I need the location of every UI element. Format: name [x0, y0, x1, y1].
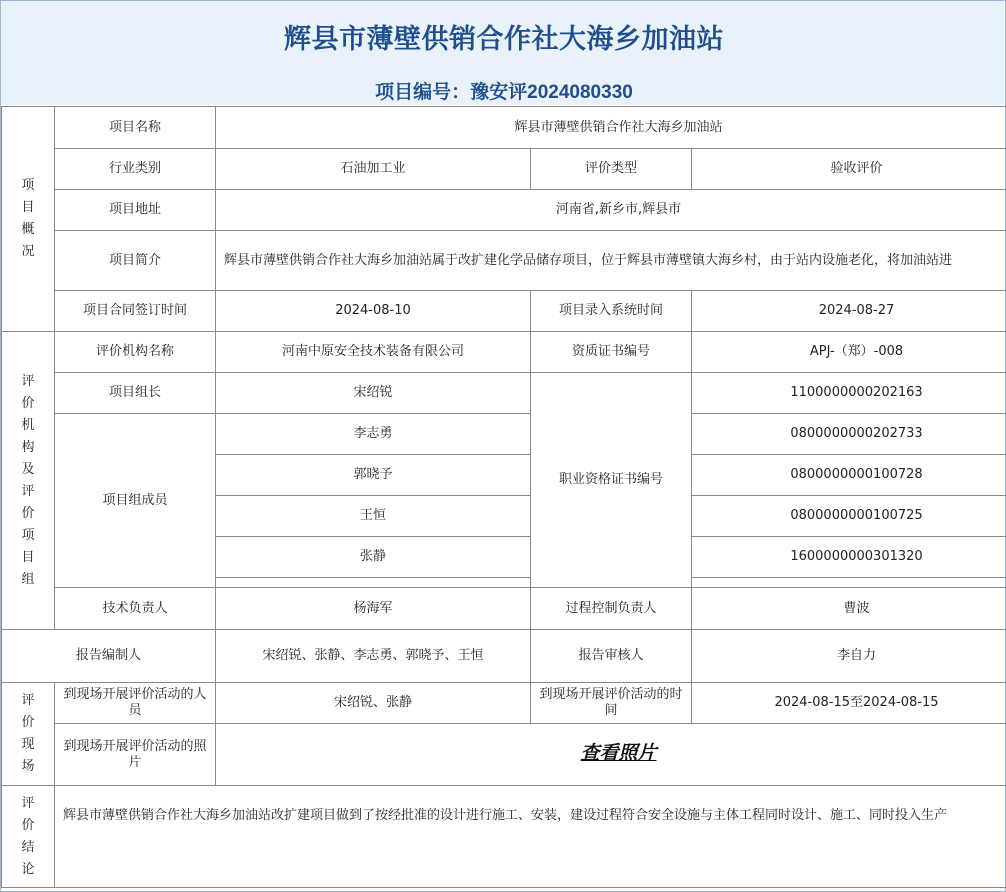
value-process: 曹波 — [692, 588, 1006, 630]
page-title: 辉县市薄壁供销合作社大海乡加油站 — [284, 24, 724, 54]
member-name: 李志勇 — [216, 414, 531, 455]
label-eval-type: 评价类型 — [531, 149, 692, 190]
value-org: 河南中原安全技术装备有限公司 — [216, 332, 531, 373]
label-tech: 技术负责人 — [55, 588, 216, 630]
label-cert: 资质证书编号 — [531, 332, 692, 373]
label-site-photos: 到现场开展评价活动的照片 — [55, 724, 216, 786]
page-header — [1, 1, 1004, 105]
value-site-people: 宋绍锐、张静 — [216, 683, 531, 724]
value-summary: 辉县市薄壁供销合作社大海乡加油站属于改扩建化学品储存项目，位于辉县市薄壁镇大海乡村，由于站内设施老化，将加油站进 — [216, 231, 1006, 291]
value-site-time: 2024-08-15至2024-08-15 — [692, 683, 1006, 724]
label-site-time: 到现场开展评价活动的时间 — [531, 683, 692, 724]
value-editors: 宋绍锐、张静、李志勇、郭晓予、王恒 — [216, 630, 531, 683]
value-project-name: 辉县市薄壁供销合作社大海乡加油站 — [216, 107, 1006, 149]
section-overview: 项目概况 — [2, 107, 55, 332]
label-editor: 报告编制人 — [2, 630, 216, 683]
label-org: 评价机构名称 — [55, 332, 216, 373]
label-members: 项目组成员 — [55, 414, 216, 588]
member-name: 郭晓予 — [216, 455, 531, 496]
section-site: 评价现场 — [2, 683, 55, 786]
member-cert: 0800000000100725 — [692, 496, 1006, 537]
project-code: 项目编号：豫安评2024080330 — [375, 82, 633, 103]
label-project-name: 项目名称 — [55, 107, 216, 149]
label-address: 项目地址 — [55, 190, 216, 231]
member-cert: 0800000000202733 — [692, 414, 1006, 455]
label-contract-date: 项目合同签订时间 — [55, 291, 216, 332]
label-site-people: 到现场开展评价活动的人员 — [55, 683, 216, 724]
member-name: 王恒 — [216, 496, 531, 537]
view-photos-link[interactable]: 查看照片 — [580, 742, 657, 764]
value-reviewer: 李自力 — [692, 630, 1006, 683]
conclusion-text: 辉县市薄壁供销合作社大海乡加油站改扩建项目做到了按经批准的设计进行施工、安装，建设过程符合安全设施与主体工程同时设计、施工、同时投入生产 — [55, 786, 1006, 888]
member-cert: 1100000000202163 — [692, 373, 1006, 414]
section-conclusion: 评价结论 — [2, 786, 55, 888]
label-qualification: 职业资格证书编号 — [531, 373, 692, 588]
value-industry: 石油加工业 — [216, 149, 531, 190]
member-cert: 1600000000301320 — [692, 537, 1006, 578]
label-entry-date: 项目录入系统时间 — [531, 291, 692, 332]
value-cert: APJ-（郑）-008 — [692, 332, 1006, 373]
value-eval-type: 验收评价 — [692, 149, 1006, 190]
value-entry-date: 2024-08-27 — [692, 291, 1006, 332]
value-address: 河南省,新乡市,辉县市 — [216, 190, 1006, 231]
label-process: 过程控制负责人 — [531, 588, 692, 630]
value-tech: 杨海军 — [216, 588, 531, 630]
section-agency: 评价机构及评价项目组 — [2, 332, 55, 630]
label-industry: 行业类别 — [55, 149, 216, 190]
label-summary: 项目简介 — [55, 231, 216, 291]
info-table — [1, 106, 1006, 888]
value-contract-date: 2024-08-10 — [216, 291, 531, 332]
member-name: 张静 — [216, 537, 531, 578]
member-cert: 0800000000100728 — [692, 455, 1006, 496]
label-leader: 项目组长 — [55, 373, 216, 414]
member-name: 宋绍锐 — [216, 373, 531, 414]
label-reviewer: 报告审核人 — [531, 630, 692, 683]
